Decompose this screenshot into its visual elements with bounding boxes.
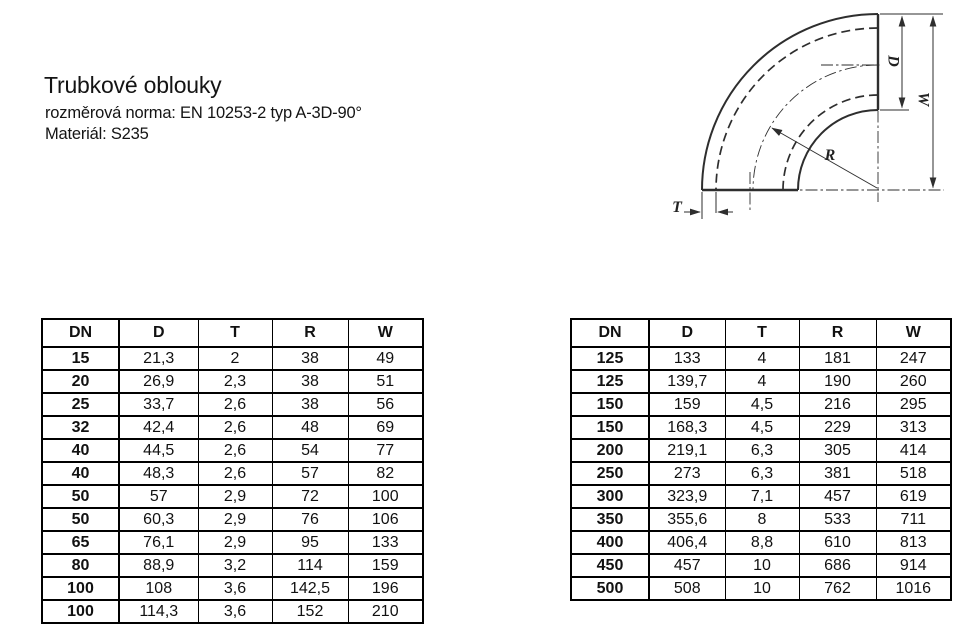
cell-value: 95 <box>272 531 348 554</box>
table-row <box>42 439 423 462</box>
cell-value: 247 <box>876 347 951 370</box>
norm-line: rozměrová norma: EN 10253-2 typ A-3D-90° <box>45 104 362 122</box>
cell-value: 44,5 <box>119 439 198 462</box>
cell-value: 295 <box>876 393 951 416</box>
cell-dn: 100 <box>42 577 119 600</box>
table-row <box>42 485 423 508</box>
cell-value: 38 <box>272 347 348 370</box>
cell-value: 48,3 <box>119 462 198 485</box>
cell-dn: 20 <box>42 370 119 393</box>
column-header-dn: DN <box>42 319 119 347</box>
table-row <box>42 416 423 439</box>
cell-value: 38 <box>272 393 348 416</box>
table-row <box>42 554 423 577</box>
table-row <box>42 462 423 485</box>
cell-value: 69 <box>348 416 423 439</box>
dim-label-d-icon: D <box>884 55 902 67</box>
cell-value: 159 <box>649 393 725 416</box>
cell-dn: 125 <box>571 370 649 393</box>
cell-value: 57 <box>272 462 348 485</box>
cell-value: 196 <box>348 577 423 600</box>
page-title: Trubkové oblouky <box>44 72 222 99</box>
column-header-d: D <box>119 319 198 347</box>
cell-value: 56 <box>348 393 423 416</box>
cell-dn: 100 <box>42 600 119 623</box>
cell-value: 10 <box>725 577 799 600</box>
cell-value: 619 <box>876 485 951 508</box>
cell-dn: 400 <box>571 531 649 554</box>
cell-dn: 350 <box>571 508 649 531</box>
cell-value: 114 <box>272 554 348 577</box>
cell-value: 181 <box>799 347 876 370</box>
cell-value: 914 <box>876 554 951 577</box>
cell-value: 133 <box>348 531 423 554</box>
dimensions-table-right <box>570 318 952 601</box>
table-row <box>571 577 951 600</box>
cell-value: 3,6 <box>198 600 272 623</box>
cell-value: 60,3 <box>119 508 198 531</box>
material-line: Materiál: S235 <box>45 124 149 143</box>
cell-dn: 150 <box>571 393 649 416</box>
cell-dn: 50 <box>42 485 119 508</box>
cell-dn: 200 <box>571 439 649 462</box>
cell-value: 76 <box>272 508 348 531</box>
column-header-t: T <box>725 319 799 347</box>
cell-value: 323,9 <box>649 485 725 508</box>
cell-value: 2,3 <box>198 370 272 393</box>
column-header-w: W <box>876 319 951 347</box>
cell-value: 381 <box>799 462 876 485</box>
column-header-dn: DN <box>571 319 649 347</box>
table-row <box>42 508 423 531</box>
cell-value: 142,5 <box>272 577 348 600</box>
cell-dn: 32 <box>42 416 119 439</box>
cell-value: 133 <box>649 347 725 370</box>
cell-value: 82 <box>348 462 423 485</box>
cell-value: 414 <box>876 439 951 462</box>
table-row <box>571 439 951 462</box>
table-row <box>571 462 951 485</box>
cell-value: 106 <box>348 508 423 531</box>
cell-value: 2,6 <box>198 462 272 485</box>
cell-dn: 65 <box>42 531 119 554</box>
cell-dn: 25 <box>42 393 119 416</box>
cell-dn: 40 <box>42 462 119 485</box>
cell-value: 77 <box>348 439 423 462</box>
cell-value: 54 <box>272 439 348 462</box>
table-row <box>42 370 423 393</box>
cell-value: 2,9 <box>198 508 272 531</box>
cell-value: 139,7 <box>649 370 725 393</box>
cell-value: 273 <box>649 462 725 485</box>
table-header-row <box>42 319 423 347</box>
cell-value: 33,7 <box>119 393 198 416</box>
cell-dn: 80 <box>42 554 119 577</box>
cell-dn: 250 <box>571 462 649 485</box>
column-header-d: D <box>649 319 725 347</box>
cell-value: 10 <box>725 554 799 577</box>
cell-value: 100 <box>348 485 423 508</box>
cell-value: 8,8 <box>725 531 799 554</box>
table-row <box>571 554 951 577</box>
table-row <box>571 393 951 416</box>
cell-value: 51 <box>348 370 423 393</box>
outer-bore-arc-dashed <box>716 28 878 190</box>
cell-value: 210 <box>348 600 423 623</box>
table-row <box>571 370 951 393</box>
dim-label-w-icon: W <box>914 91 932 107</box>
cell-value: 48 <box>272 416 348 439</box>
cell-value: 2,6 <box>198 416 272 439</box>
cell-dn: 40 <box>42 439 119 462</box>
table-row <box>571 508 951 531</box>
cell-value: 533 <box>799 508 876 531</box>
cell-dn: 15 <box>42 347 119 370</box>
table-row <box>571 416 951 439</box>
cell-dn: 450 <box>571 554 649 577</box>
cell-value: 159 <box>348 554 423 577</box>
table-header-row <box>571 319 951 347</box>
cell-value: 108 <box>119 577 198 600</box>
dim-label-t: T <box>672 199 682 216</box>
cell-value: 190 <box>799 370 876 393</box>
cell-value: 72 <box>272 485 348 508</box>
cell-value: 6,3 <box>725 462 799 485</box>
cell-value: 2,9 <box>198 531 272 554</box>
cell-value: 3,2 <box>198 554 272 577</box>
table-row <box>571 485 951 508</box>
cell-value: 168,3 <box>649 416 725 439</box>
cell-value: 3,6 <box>198 577 272 600</box>
cell-value: 88,9 <box>119 554 198 577</box>
cell-value: 152 <box>272 600 348 623</box>
cell-value: 2,9 <box>198 485 272 508</box>
cell-value: 21,3 <box>119 347 198 370</box>
dim-label-r: R <box>824 147 836 164</box>
cell-dn: 300 <box>571 485 649 508</box>
cell-value: 457 <box>799 485 876 508</box>
cell-value: 7,1 <box>725 485 799 508</box>
cell-value: 305 <box>799 439 876 462</box>
cell-value: 1016 <box>876 577 951 600</box>
table-row <box>571 531 951 554</box>
cell-value: 355,6 <box>649 508 725 531</box>
table-row <box>571 347 951 370</box>
cell-value: 8 <box>725 508 799 531</box>
cell-value: 49 <box>348 347 423 370</box>
cell-value: 4 <box>725 347 799 370</box>
cell-value: 457 <box>649 554 725 577</box>
cell-dn: 150 <box>571 416 649 439</box>
table-row <box>42 600 423 623</box>
cell-value: 216 <box>799 393 876 416</box>
cell-value: 2,6 <box>198 439 272 462</box>
column-header-r: R <box>272 319 348 347</box>
cell-value: 2,6 <box>198 393 272 416</box>
cell-value: 686 <box>799 554 876 577</box>
cell-value: 229 <box>799 416 876 439</box>
table-row <box>42 347 423 370</box>
cell-value: 610 <box>799 531 876 554</box>
column-header-w: W <box>348 319 423 347</box>
cell-value: 42,4 <box>119 416 198 439</box>
cell-dn: 125 <box>571 347 649 370</box>
dimensions <box>684 14 943 219</box>
cell-value: 4,5 <box>725 416 799 439</box>
dimensions-table-left <box>41 318 424 624</box>
elbow-drawing <box>650 0 974 231</box>
cell-value: 2 <box>198 347 272 370</box>
cell-value: 508 <box>649 577 725 600</box>
column-header-r: R <box>799 319 876 347</box>
column-header-t: T <box>198 319 272 347</box>
cell-value: 4,5 <box>725 393 799 416</box>
cell-dn: 500 <box>571 577 649 600</box>
bend-centerline-arc <box>753 65 878 190</box>
cell-value: 76,1 <box>119 531 198 554</box>
cell-value: 6,3 <box>725 439 799 462</box>
cell-value: 313 <box>876 416 951 439</box>
table-row <box>42 531 423 554</box>
cell-value: 26,9 <box>119 370 198 393</box>
cell-value: 219,1 <box>649 439 725 462</box>
cell-value: 518 <box>876 462 951 485</box>
cell-value: 38 <box>272 370 348 393</box>
cell-value: 57 <box>119 485 198 508</box>
cell-value: 114,3 <box>119 600 198 623</box>
elbow-body <box>702 14 878 190</box>
cell-dn: 50 <box>42 508 119 531</box>
cell-value: 762 <box>799 577 876 600</box>
table-row <box>42 393 423 416</box>
cell-value: 260 <box>876 370 951 393</box>
cell-value: 813 <box>876 531 951 554</box>
cell-value: 711 <box>876 508 951 531</box>
table-row <box>42 577 423 600</box>
subtitle-block <box>45 103 362 144</box>
outer-wall-arc <box>702 14 878 190</box>
cell-value: 406,4 <box>649 531 725 554</box>
cell-value: 4 <box>725 370 799 393</box>
